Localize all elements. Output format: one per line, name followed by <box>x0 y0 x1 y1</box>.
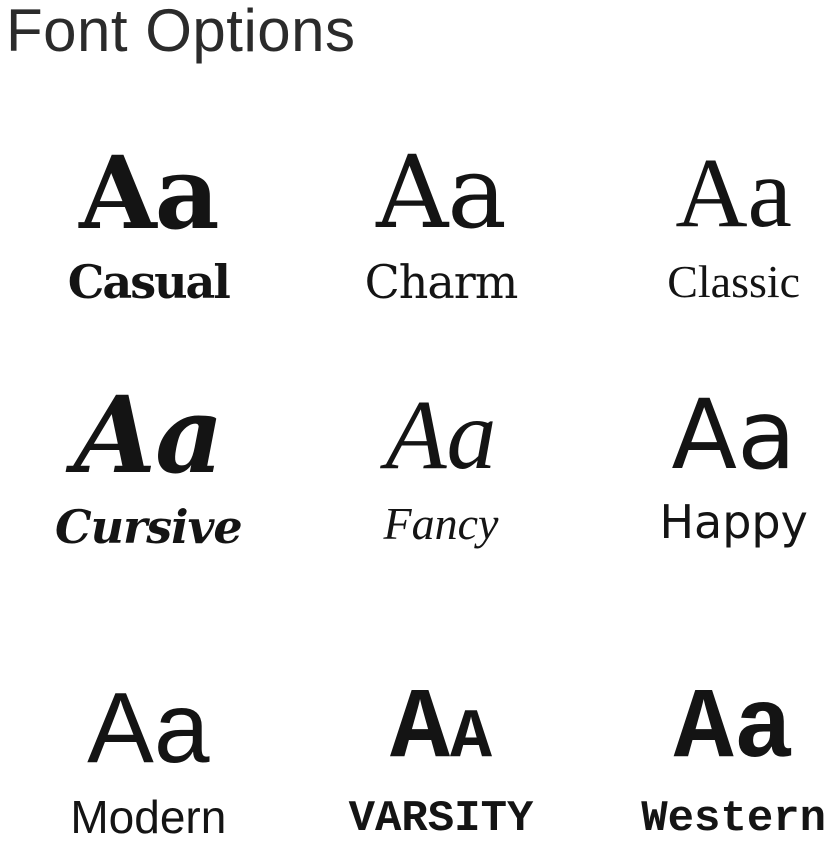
font-grid <box>2 95 835 845</box>
font-sample: Aa <box>87 672 210 785</box>
font-name-label: Western <box>641 793 827 844</box>
font-name-label: VARSITY <box>348 793 534 844</box>
font-sample: Aa <box>385 379 497 491</box>
font-card-varsity <box>295 605 588 845</box>
font-card-happy <box>587 330 835 605</box>
font-card-modern <box>2 605 295 845</box>
font-name-label: Casual <box>67 255 229 310</box>
page-title: Font Options <box>6 0 356 64</box>
font-sample: Aa <box>389 673 492 787</box>
font-name-label: Classic <box>667 256 801 308</box>
font-card-cursive <box>2 330 295 605</box>
font-sample: Aa <box>376 134 506 252</box>
font-name-label: Happy <box>659 495 808 550</box>
font-name-label: Fancy <box>383 498 499 550</box>
font-card-western <box>587 605 835 845</box>
font-card-casual <box>2 95 295 330</box>
font-sample: Aa <box>675 137 792 249</box>
font-sample: Aa <box>79 134 218 253</box>
font-name-label: Charm <box>364 255 518 310</box>
font-sample: Aa <box>671 379 796 492</box>
font-card-fancy <box>295 330 588 605</box>
font-card-classic <box>587 95 835 330</box>
font-name-label: Modern <box>70 791 227 844</box>
font-card-charm <box>295 95 588 330</box>
font-sample: Aa <box>73 372 223 498</box>
font-sample: Aa <box>673 673 794 787</box>
font-name-label: Cursive <box>54 500 242 555</box>
